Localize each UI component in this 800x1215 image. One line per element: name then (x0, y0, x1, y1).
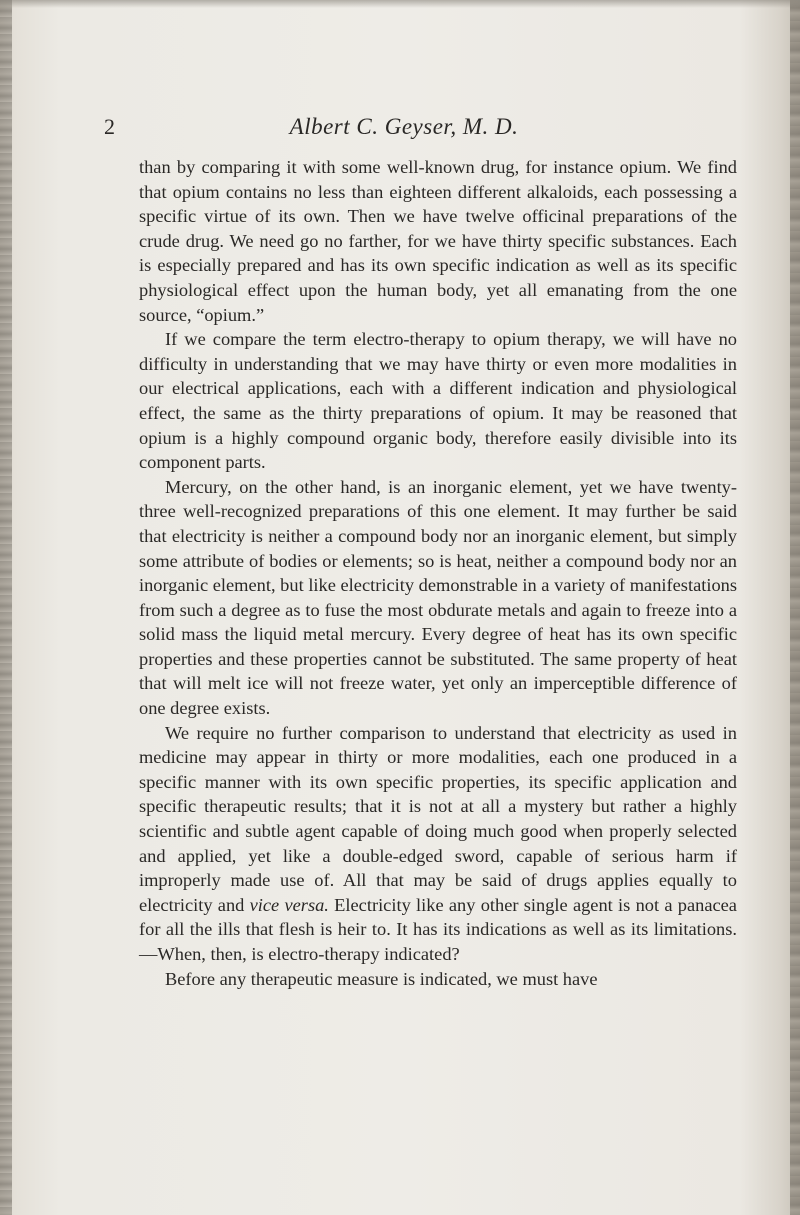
paragraph-4-part-1: We require no further comparison to understand that electricity as used in medicine may appear in thirty or more modalities, each one produced in a specific manner with its own specific properties, its specific application and specific therapeutic results; that it is not at all a mystery but rather a highly scientific and subtle agent capable of doing much good when properly selected and applied, yet like a double-edged sword, capable of serious harm if improperly made use of. All that may be said of drugs applies equally to electricity and (139, 722, 737, 915)
paragraph-4-italic-phrase: vice versa. (249, 894, 329, 915)
paragraph-4-part-2: Electricity like any other single agent is not a panacea for all the ills that flesh is heir to. It has its indications as well as its limitations.—When, then, is electro-therapy indicated? (139, 894, 737, 964)
paragraph-4 (139, 721, 737, 967)
running-head: Albert C. Geyser, M. D. (289, 114, 519, 139)
paragraph-2: If we compare the term electro-therapy to opium therapy, we will have no difficulty in understanding that we may have thirty or even more modalities in our electrical applications, each with a different indication and physiological effect, the same as the thirty preparations of opium. It may be reasoned that opium is a highly compound organic body, therefore easily divisible into its component parts. (139, 329, 737, 473)
page-right-edge (790, 0, 800, 1215)
paragraph-3: Mercury, on the other hand, is an inorganic element, yet we have twenty-three well-recognized preparations of this one element. It may further be said that electricity is neither a compound body nor an inorganic element, but simply some attribute of bodies or elements; so is heat, neither a compound body nor an inorganic element, but like electricity demonstrable in a variety of manifestations from such a degree as to fuse the most obdurate metals and again to freeze into a solid mass the liquid metal mercury. Every degree of heat has its own specific properties and these properties cannot be substituted. The same property of heat that will melt ice will not freeze water, yet only an imperceptible difference of one degree exists. (139, 476, 737, 719)
page-header (104, 112, 704, 148)
page-left-edge (0, 0, 12, 1215)
page-top-edge (0, 0, 800, 8)
page-number: 2 (104, 114, 115, 139)
paragraph-1: than by comparing it with some well-known drug, for instance opium. We find that opium contains no less than eighteen different alkaloids, each possessing a specific virtue of its own. Then we have twelve officinal preparations of the crude drug. We need go no farther, for we have thirty specific substances. Each is especially prepared and has its own specific indication as well as its specific physiological effect upon the human body, yet all emanating from the one source, “opium.” (139, 157, 737, 325)
body-text (139, 155, 737, 991)
paragraph-5: Before any therapeutic measure is indicated, we must have (165, 968, 598, 989)
